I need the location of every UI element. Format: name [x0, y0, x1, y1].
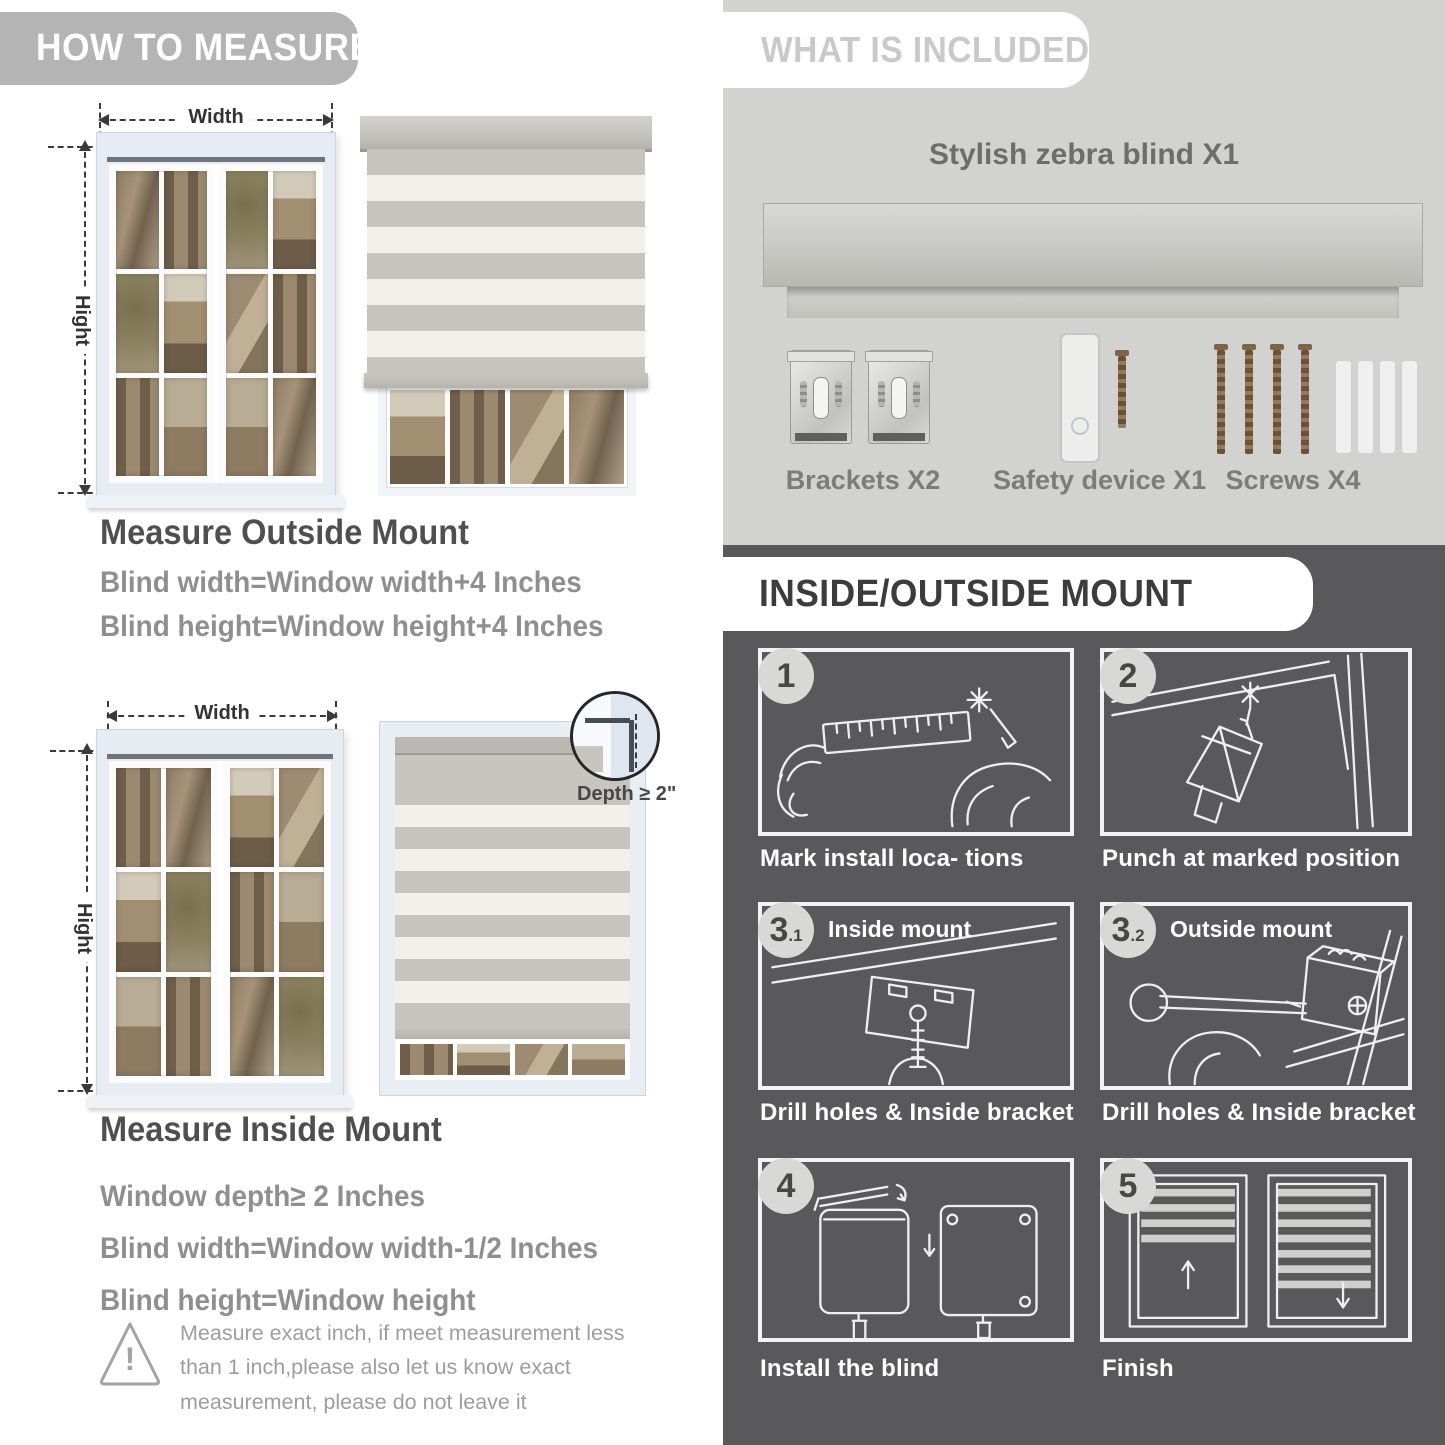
- window-illustration-outside: [97, 133, 335, 495]
- bracket-image: [868, 350, 930, 444]
- step-number-badge: 3 .1: [758, 902, 814, 958]
- step-panel-4: [758, 1158, 1074, 1342]
- inside-outside-mount-header: [723, 557, 1313, 631]
- brackets-label: Brackets X2: [785, 465, 941, 495]
- step-number-badge: 5: [1100, 1158, 1156, 1214]
- arrow-down-icon: [81, 1084, 93, 1095]
- step-panel-3-2: [1100, 902, 1412, 1090]
- product-label: Stylish zebra blind X1: [928, 138, 1240, 171]
- bracket-image: [790, 350, 852, 444]
- width-label: Width: [178, 106, 253, 129]
- arrow-right-icon: [323, 114, 334, 126]
- depth-dashed-line: [635, 714, 637, 768]
- step5-caption: Finish: [1102, 1355, 1174, 1382]
- width-arrow-inside: [108, 702, 336, 724]
- arrow-up-icon: [79, 140, 91, 151]
- arrow-up-icon: [81, 743, 93, 754]
- inside-height-formula: Blind height=Window height: [100, 1284, 476, 1317]
- inside-depth-rule: Window depth≥ 2 Inches: [100, 1180, 426, 1213]
- what-is-included-section: [723, 0, 1445, 545]
- outside-mount-label: Outside mount: [1170, 916, 1333, 942]
- arrow-right-icon: [327, 710, 338, 722]
- width-label-2: Width: [184, 702, 259, 725]
- screw-image: [1217, 350, 1225, 454]
- blind-bottom-rail-inside: [395, 1025, 630, 1039]
- svg-text:!: !: [124, 1341, 136, 1377]
- zebra-blind-stripes-inside: [395, 805, 630, 1025]
- wall-anchor-image: [1335, 360, 1352, 454]
- what-is-included-header: [723, 12, 1089, 88]
- step-number-badge: 1: [758, 648, 814, 704]
- arrow-left-icon: [106, 710, 117, 722]
- window-top-track: [107, 754, 333, 759]
- inside-mount-label: Inside mount: [828, 916, 972, 942]
- measure-inside-title: Measure Inside Mount: [100, 1110, 442, 1149]
- what-is-included-title: WHAT IS INCLUDED: [761, 29, 1090, 70]
- step-number-badge: 3 .2: [1100, 902, 1156, 958]
- step-panel-1: [758, 648, 1074, 836]
- window-fragment-below-blind: [395, 1039, 630, 1080]
- step2-caption: Punch at marked position: [1102, 845, 1401, 872]
- outside-height-formula: Blind height=Window height+4 Inches: [100, 610, 604, 643]
- window-illustration-inside: [97, 730, 343, 1095]
- how-to-measure-header: [0, 12, 374, 85]
- window-top-track: [107, 157, 325, 162]
- wall-anchor-image: [1357, 360, 1374, 454]
- height-arrow-outside: [71, 142, 93, 494]
- width-arrow-outside: [100, 106, 332, 128]
- window-sill: [88, 495, 344, 508]
- step1-caption: Mark install loca- tions: [760, 845, 1024, 872]
- screw-image: [1245, 350, 1253, 454]
- how-to-measure-title: HOW TO MEASURE: [36, 27, 374, 69]
- wall-anchor-image: [1401, 360, 1418, 454]
- window-panes: [109, 164, 323, 483]
- outside-width-formula: Blind width=Window width+4 Inches: [100, 566, 582, 599]
- screw-image: [1301, 350, 1309, 454]
- inside-width-formula: Blind width=Window width-1/2 Inches: [100, 1232, 599, 1265]
- zebra-blind-headrail-lip: [787, 287, 1399, 318]
- window-panes: [109, 761, 331, 1083]
- mount-instructions-section: [723, 545, 1445, 1445]
- step-panel-5: [1100, 1158, 1412, 1342]
- height-label-2: Hight: [72, 895, 95, 962]
- zebra-blind-stripes-outside: [367, 149, 645, 373]
- window-fragment-behind-blind: [378, 378, 636, 496]
- step-panel-2: [1100, 648, 1412, 836]
- measurement-warning-text: Measure exact inch, if meet measurement less than 1 inch,please also let us know exact measurement, please do not leave it: [180, 1321, 625, 1414]
- window-sill: [88, 1095, 352, 1108]
- safety-device-label: Safety device X1: [993, 465, 1207, 495]
- warning-triangle-icon: [97, 1318, 163, 1388]
- measure-outside-title: Measure Outside Mount: [100, 513, 469, 552]
- step-panel-3-1: [758, 902, 1074, 1090]
- blind-bottom-rail-outside: [364, 373, 648, 388]
- step-number-badge: 4: [758, 1158, 814, 1214]
- safety-screw-image: [1118, 356, 1126, 428]
- zebra-blind-headrail-image: [763, 203, 1423, 287]
- step3-1-caption: Drill holes & Inside bracket: [760, 1099, 1074, 1126]
- step-number-badge: 2: [1100, 648, 1156, 704]
- screw-image: [1273, 350, 1281, 454]
- wall-anchor-image: [1379, 360, 1396, 454]
- height-label: Hight: [70, 287, 93, 354]
- step4-caption: Install the blind: [760, 1355, 940, 1382]
- height-arrow-inside: [73, 745, 95, 1093]
- safety-device-image: [1060, 333, 1100, 463]
- step3-2-caption: Drill holes & Inside bracket: [1102, 1099, 1416, 1126]
- blind-headrail-outside: [360, 116, 652, 152]
- screws-label: Screws X4: [1225, 465, 1361, 495]
- depth-detail-magnifier-icon: [570, 691, 660, 781]
- depth-label: Depth ≥ 2": [577, 783, 677, 805]
- arrow-left-icon: [98, 114, 109, 126]
- inside-outside-mount-title: INSIDE/OUTSIDE MOUNT: [759, 573, 1193, 615]
